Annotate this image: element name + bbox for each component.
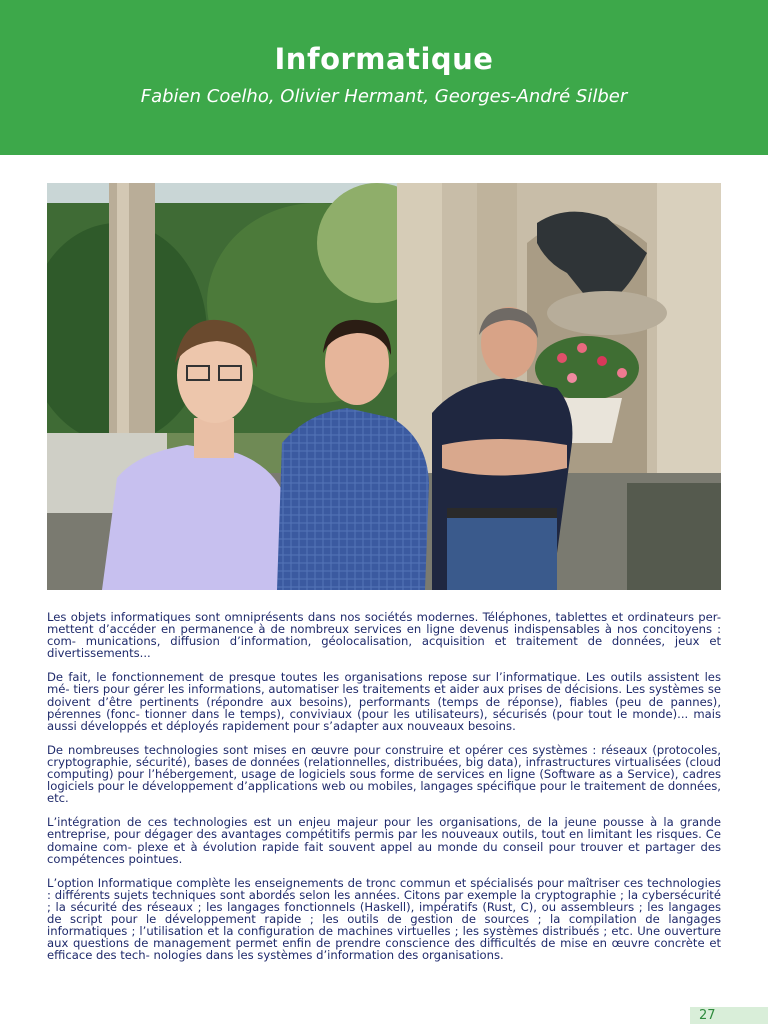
authors-line: Fabien Coelho, Olivier Hermant, Georges-André Silber [140,86,628,107]
paragraph-1: Les objets informatiques sont omniprésents dans nos sociétés modernes. Téléphones, tablettes et ordinateurs per- mettent d’accéder en permanence à de nombreux services en ligne devenus indispensables à nos concitoyens : com- munications, diffusion d’information, géolocalisation, acquisition et traitement de données, jeux et divertissements... [47,610,721,661]
paragraph-2: De fait, le fonctionnement de presque toutes les organisations repose sur l’informatique. Les outils assistent les mé- tiers pour gérer les informations, automatiser les traitements et aider aux prises de décisions. Les systèmes se doivent d’être pertinents (répondre aux besoins), performants (temps de réponse), fiables (peu de pannes), pérennes (fonc- tionner dans le temps), conviviaux (pour les utilisateurs), sécurisés (pour tout le monde)... mais aussi développés et déployés rapidement pour s’adapter aux nouveaux besoins. [47,670,721,733]
paragraph-5: L’option Informatique complète les enseignements de tronc commun et spécialisés pour maîtriser ces technologies : différents sujets techniques sont abordés selon les années. Citons par exemple la cryptographie ; la cybersécurité ; la sécurité des réseaux ; les langages fonctionnels (Haskell), impératifs (Rust, C), ou assembleurs ; les langages de script pour le développement rapide ; les outils de gestion de sources ; la compilation de langages informatiques ; l’utilisation et la configuration de machines virtuelles ; les systèmes distribués ; etc. Une ouverture aux questions de management permet enfin de prendre conscience des difficultés de mise en œuvre concrète et efficace des tech- nologies dans les systèmes d’information des organisations. [47,875,721,963]
page-number: 27 [690,1007,768,1024]
page-title: Informatique [274,42,494,76]
article-body [47,611,721,973]
page-header [0,0,768,155]
paragraph-3: De nombreuses technologies sont mises en œuvre pour construire et opérer ces systèmes : réseaux (protocoles, cryptographie, sécurité), bases de données (relationnelles, distribuées, big data), infrastructures virtualisées (cloud computing) pour l’hébergement, usage de logiciels sous forme de services en ligne (Software as a Service), cadres logiciels pour le développement d’applications web ou mobiles, langages spécifique pour le traitement de données, etc. [47,742,721,806]
group-photo [47,183,721,590]
paragraph-4: L’intégration de ces technologies est un enjeu majeur pour les organisations, de la jeune pousse à la grande entreprise, pour dégager des avantages compétitifs permis par les nouveaux outils, tout en limitant les risques. Ce domaine com- plexe et à évolution rapide fait souvent appel au monde du conseil pour trouver et partager des compétences pointues. [47,815,721,866]
